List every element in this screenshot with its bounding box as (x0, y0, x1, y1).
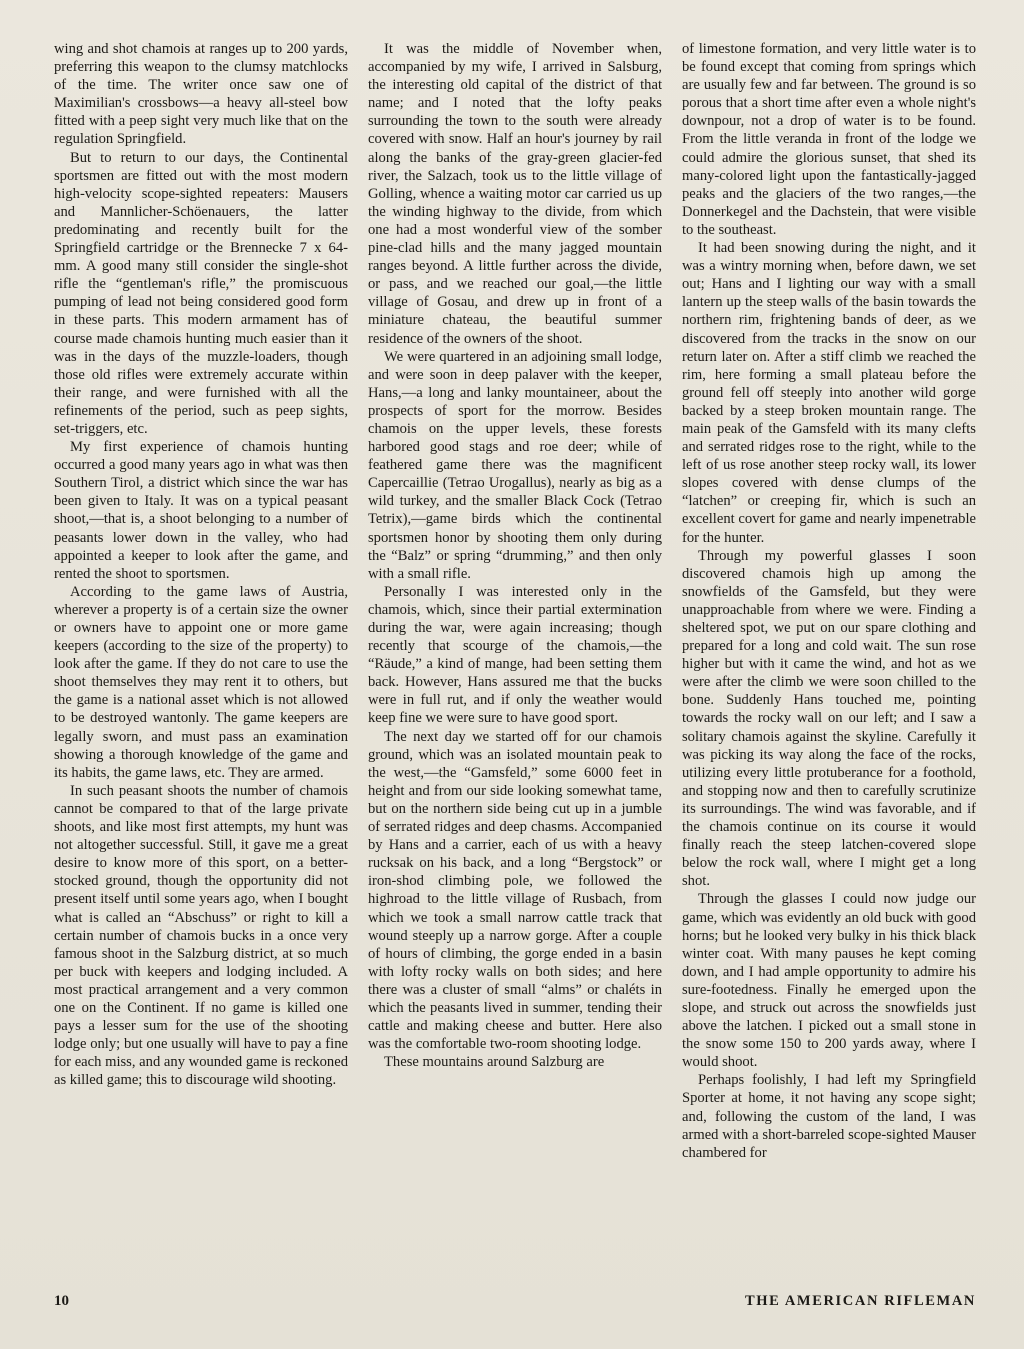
article-paragraph: According to the game laws of Austria, wherever a property is of a certain size the owner or owners have to appoint one or more game keepers (according to the size of the property) to look after the game. If they do not care to use the shoot themselves they may rent it to others, but the game is a national asset which is not allowed to be destroyed wantonly. The game keepers are legally sworn, and must pass an examination showing a thorough knowledge of the game and its habits, the game laws, etc. They are armed. (54, 583, 348, 781)
page-footer (54, 1293, 976, 1317)
article-paragraph: My first experience of chamois hunting occurred a good many years ago in what was then Southern Tirol, a district which since the war has been given to Italy. It was on a typical peasant shoot,—that is, a shoot belonging to a number of peasants lower down in the valley, who had appointed a keeper to look after the game, and rented the shoot to sportsmen. (54, 439, 348, 582)
article-paragraph: We were quartered in an adjoining small lodge, and were soon in deep palaver with the keeper, Hans,—a long and lanky mountaineer, about the prospects of sport for the morrow. Besides chamois on the upper levels, these forests harbored good stags and roe deer; while of feathered game there was the magnificent Capercaillie (Tetrao Urogallus), nearly as big as a wild turkey, and the smaller Black Cock (Tetrao Tetrix),—game birds which the continental sportsmen honor by shooting them only during the “Balz” or spring “drumming,” and then only with a small rifle. (368, 348, 662, 582)
column-middle (368, 40, 662, 1286)
article-columns (54, 40, 976, 1286)
article-paragraph: of limestone formation, and very little water is to be found except that coming from springs which are usually few and far between. The ground is so porous that a short time after even a whole night's downpour, not a drop of water is to be found. From the little veranda in front of the lodge we could admire the glorious sunset, that shed its many-colored light upon the fantastically-jagged peaks and the glaciers of the two ranges,—the Donnerkegel and the Dachstein, that were visible to the southeast. (682, 41, 976, 238)
article-paragraph: Personally I was interested only in the chamois, which, since their partial extermination during the war, were again increasing; though recently that scourge of the chamois,—the “Räude,” a kind of mange, had been setting them back. However, Hans assured me that the bucks were in full rut, and if only the weather would keep fine we were sure to have good sport. (368, 583, 662, 727)
article-paragraph: Perhaps foolishly, I had left my Springfield Sporter at home, it not having any scope sight; and, following the custom of the land, I was armed with a short-barreled scope-sighted Mauser chambered for (682, 1072, 976, 1161)
article-paragraph: wing and shot chamois at ranges up to 200 yards, preferring this weapon to the clumsy matchlocks of the time. The writer once saw one of Maximilian's crossbows—a heavy all-steel bow fitted with a peep sight very much like that on the regulation Springfield. (54, 41, 348, 148)
column-right (682, 40, 976, 1286)
article-paragraph: Through the glasses I could now judge our game, which was evidently an old buck with good horns; but he looked very bulky in his thick black winter coat. With many pauses he kept coming down, and I had ample opportunity to admire his sure-footedness. Finally he emerged upon the slope, and struck out across the snowfields just above the latchen. I picked out a small stone in the snow some 150 to 200 yards away, where I would shoot. (682, 891, 976, 1071)
article-paragraph: In such peasant shoots the number of chamois cannot be compared to that of the large private shoots, and like most first attempts, my hunt was not altogether successful. Still, it gave me a great desire to know more of this sport, on a better-stocked ground, though the opportunity did not present itself until some years ago, when I bought what is called an “Abschuss” or right to kill a certain number of chamois bucks in a once very famous shoot in the Salzburg district, at so much per buck with keepers and lodging included. A most practical arrangement and a very common one on the Continent. If no game is killed one pays a lesser sum for the use of the shooting lodge only; but one usually will have to pay a fine for each miss, and any wounded game is reckoned as killed game; this to discourage wild shooting. (54, 782, 348, 1089)
article-paragraph: These mountains around Salzburg are (384, 1054, 605, 1071)
article-paragraph: It had been snowing during the night, and it was a wintry morning when, before dawn, we set out; Hans and I lighting our way with a small lantern up the steep walls of the basin towards the northern rim, frightening bands of deer, as we discovered from the tracks in the snow on our return later on. After a stiff climb we reached the rim, here forming a small plateau before the ground fell off steeply into another wild gorge backed by a steep broken mountain range. The main peak of the Gamsfeld with its many clefts and serrated ridges rose to the right, while to the left of us rose another steep rocky wall, its lower slopes covered with dense clumps of the “latchen” or creeping fir, which is such an excellent covert for game and nearly impenetrable for the hunter. (682, 240, 976, 546)
article-paragraph: But to return to our days, the Continental sportsmen are fitted out with the most modern high-velocity scope-sighted repeaters: Mausers and Mannlicher-Schöenauers, the latter predominating and recently built for the Springfield cartridge or the Brennecke 7 x 64-mm. A good many still consider the single-shot rifle the “gentleman's rifle,” the promiscuous pumping of lead not being considered good form in these parts. This modern armament has of course made chamois hunting much easier than it was in the days of the muzzle-loaders, though those old rifles were extremely accurate within their range, and were furnished with all the refinements of the period, such as peep sights, set-triggers, etc. (54, 149, 348, 437)
page-number: 10 (54, 1293, 69, 1309)
article-paragraph: Through my powerful glasses I soon discovered chamois high up among the snowfields of the Gamsfeld, but they were unapproachable from where we were. Finding a sheltered spot, we put on our spare clothing and prepared for a long and cold wait. The sun rose higher but with it came the wind, and hot as we were after the climb we were soon chilled to the bone. Suddenly Hans touched me, pointing towards the rocky wall on our left; and I saw a solitary chamois against the skyline. Carefully it was picking its way along the face of the rocks, utilizing every little protuberance for a foothold, and stopping now and then to carefully scrutinize its surroundings. The wind was favorable, and if the chamois continue on its course it would finally reach the steep latchen-covered slope below the rock wall, where I might get a long shot. (682, 547, 976, 890)
article-paragraph: The next day we started off for our chamois ground, which was an isolated mountain peak to the west,—the “Gamsfeld,” some 6000 feet in height and from our side looking somewhat tame, but on the northern side being cut up in a jumble of serrated ridges and deep chasms. Accompanied by Hans and a carrier, each of us with a heavy rucksak on his back, and a long “Bergstock” or iron-shod climbing pole, we followed the highroad to the little village of Rusbach, from which we took a small narrow cattle track that wound steeply up a narrow gorge. After a couple of hours of climbing, the gorge ended in a basin with lofty rocky walls on both sides; and here there was a cluster of small “alms” or chaléts in which the peasants lived in summer, tending their cattle and making cheese and butter. Here also was the comfortable two-room shooting lodge. (368, 728, 662, 1053)
article-paragraph: It was the middle of November when, accompanied by my wife, I arrived in Salsburg, the interesting old capital of the district of that name; and I noted that the lofty peaks surrounding the town to the south were already covered with snow. Half an hour's journey by rail along the banks of the gray-green glacier-fed river, the Salzach, took us to the little village of Golling, whence a waiting motor car carried us up the winding highway to the divide, from which one had a most wonderful view of the somber pine-clad hills and the many jagged mountain ranges beyond. A little further across the divide, or pass, and we reached our goal,—the little village of Gosau, and drew up in front of a miniature chateau, the beautiful summer residence of the owners of the shoot. (368, 41, 662, 347)
magazine-title: THE AMERICAN RIFLEMAN (745, 1293, 976, 1309)
column-left (54, 40, 348, 1286)
